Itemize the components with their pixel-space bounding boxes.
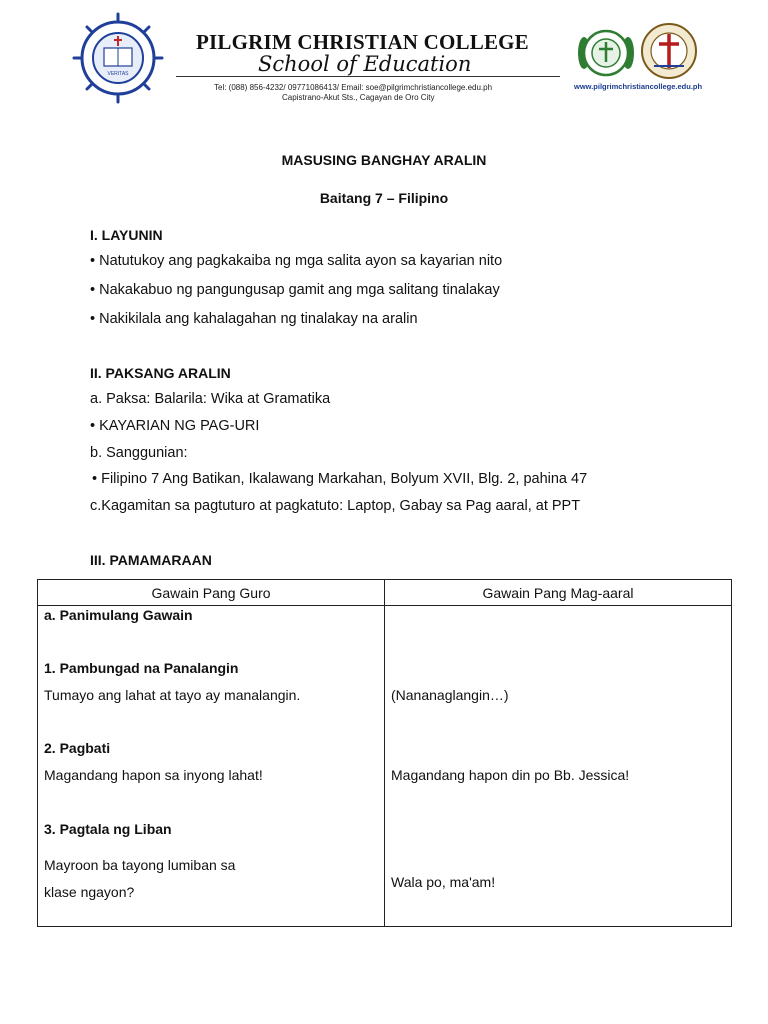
objective-item: • Nakakabuo ng pangungusap gamit ang mga salitang tinalakay	[90, 282, 500, 298]
letterhead	[0, 0, 768, 120]
website-link[interactable]: www.pilgrimchristiancollege.edu.ph	[574, 82, 703, 91]
section-heading-layunin: I. LAYUNIN	[90, 227, 163, 243]
objective-item: • Natutukoy ang pagkakaiba ng mga salita ayon sa kayarian nito	[90, 253, 503, 269]
svg-text:VERITAS: VERITAS	[107, 71, 129, 77]
college-seal-logo	[72, 12, 164, 104]
college-name: PILGRIM CHRISTIAN COLLEGE	[196, 30, 529, 54]
step-title: 2. Pagbati	[44, 740, 111, 756]
school-name: School of Education	[258, 52, 472, 76]
section-heading-pamamaraan: III. PAMAMARAAN	[90, 552, 212, 568]
objective-item: • Nakikilala ang kahalagahan ng tinalakay na aralin	[90, 311, 418, 327]
student-activities-cell	[385, 606, 732, 927]
step-title: 3. Pagtala ng Liban	[44, 821, 172, 837]
step-text: Magandang hapon sa inyong lahat!	[44, 767, 263, 783]
document-title: MASUSING BANGHAY ARALIN	[281, 152, 487, 168]
address: Capistrano-Akut Sts., Cagayan de Oro City	[282, 93, 435, 102]
contact-info: Tel: (088) 856-4232/ 09771086413/ Email: soe@pilgrimchristiancollege.edu.ph	[214, 83, 493, 92]
step-text: klase ngayon?	[44, 884, 135, 900]
step-text: Mayroon ba tayong lumiban sa	[44, 857, 236, 873]
header-divider	[176, 76, 560, 77]
column-header-mag-aaral: Gawain Pang Mag-aaral	[385, 580, 732, 606]
section-heading-paksang-aralin: II. PAKSANG ARALIN	[90, 365, 231, 381]
subject-line: a. Paksa: Balarila: Wika at Gramatika	[90, 391, 331, 407]
procedure-table	[37, 579, 732, 927]
table-header-row	[38, 580, 732, 606]
step-title: 1. Pambungad na Panalangin	[44, 660, 239, 676]
section-panimulang-gawain: a. Panimulang Gawain	[44, 607, 193, 623]
school-of-education-seal-logo	[574, 24, 638, 82]
student-response: Wala po, ma'am!	[391, 874, 496, 890]
subject-line: c.Kagamitan sa pagtuturo at pagkatuto: Laptop, Gabay sa Pag aaral, at PPT	[90, 498, 581, 514]
subject-line: b. Sanggunian:	[90, 445, 188, 461]
document-subtitle: Baitang 7 – Filipino	[319, 190, 449, 206]
subject-line: • Filipino 7 Ang Batikan, Ikalawang Markahan, Bolyum XVII, Blg. 2, pahina 47	[92, 471, 588, 487]
table-row	[38, 606, 732, 927]
step-text: Tumayo ang lahat at tayo ay manalangin.	[44, 687, 301, 703]
student-response: Magandang hapon din po Bb. Jessica!	[391, 767, 630, 783]
column-header-guro: Gawain Pang Guro	[38, 580, 385, 606]
teacher-activities-cell	[38, 606, 385, 927]
student-response: (Nananaglangin…)	[391, 687, 509, 703]
subject-line: • KAYARIAN NG PAG-URI	[90, 418, 260, 434]
church-seal-logo	[640, 22, 698, 80]
